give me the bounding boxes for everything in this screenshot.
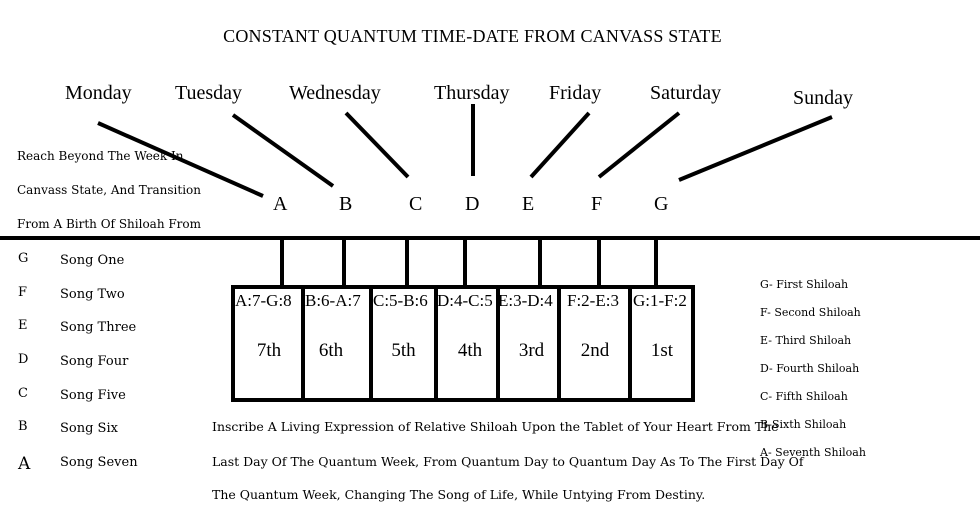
day-thursday: Thursday — [434, 82, 510, 104]
page-title: CONSTANT QUANTUM TIME-DATE FROM CANVASS STATE — [223, 26, 722, 46]
cell-ordinal-6th: 6th — [318, 340, 344, 361]
inscription-line-3: The Quantum Week, Changing The Song of Life, While Untying From Destiny. — [212, 487, 706, 502]
shiloah-second: F- Second Shiloah — [760, 306, 861, 319]
shiloah-sixth: B-Sixth Shiloah — [760, 418, 847, 431]
day-friday: Friday — [549, 82, 602, 104]
connector-saturday-f — [599, 113, 679, 177]
letter-c: C — [409, 193, 423, 215]
cell-code-6: F:2-E:3 — [567, 291, 619, 310]
connector-wednesday-c — [346, 113, 408, 177]
connector-sunday-g — [679, 117, 832, 180]
song-letter-e: E — [18, 318, 28, 333]
song-letter-b: B — [18, 419, 28, 434]
cell-code-7: G:1-F:2 — [633, 291, 687, 310]
shiloah-first: G- First Shiloah — [760, 278, 849, 291]
cell-ordinal-3rd: 3rd — [518, 340, 545, 361]
day-sunday: Sunday — [793, 87, 853, 109]
song-letter-c: C — [18, 386, 28, 401]
letter-b: B — [339, 193, 353, 215]
song-name-seven: Song Seven — [60, 455, 138, 470]
letter-f: F — [591, 193, 603, 215]
cell-code-4: D:4-C:5 — [437, 291, 493, 310]
inscription-line-1: Inscribe A Living Expression of Relative Shiloah Upon the Tablet of Your Heart From The — [212, 419, 779, 434]
song-name-six: Song Six — [60, 421, 118, 436]
cell-code-5: E:3-D:4 — [498, 291, 553, 310]
day-saturday: Saturday — [650, 82, 722, 104]
day-monday: Monday — [65, 82, 132, 104]
day-wednesday: Wednesday — [289, 82, 381, 104]
song-name-one: Song One — [60, 253, 125, 268]
song-name-five: Song Five — [60, 388, 126, 403]
song-name-two: Song Two — [60, 287, 125, 302]
shiloah-fourth: D- Fourth Shiloah — [760, 362, 860, 375]
letter-e: E — [522, 193, 535, 215]
song-letter-a: A — [18, 454, 31, 474]
day-tuesday: Tuesday — [175, 82, 243, 104]
cell-ordinal-1st: 1st — [650, 340, 674, 361]
cell-code-1: A:7-G:8 — [235, 291, 292, 310]
cell-ordinal-5th: 5th — [391, 340, 416, 361]
cell-ordinal-2nd: 2nd — [580, 340, 610, 361]
shiloah-fifth: C- Fifth Shiloah — [760, 390, 848, 403]
inscription-line-2: Last Day Of The Quantum Week, From Quantum Day to Quantum Day As To The First Day Of — [212, 454, 804, 469]
song-letter-g: G — [18, 251, 29, 266]
song-letter-d: D — [18, 352, 29, 367]
song-letter-f: F — [18, 285, 28, 300]
letter-a: A — [273, 193, 288, 215]
intro-line-2: Canvass State, And Transition — [17, 183, 202, 197]
cell-code-3: C:5-B:6 — [373, 291, 428, 310]
intro-line-3: From A Birth Of Shiloah From — [17, 217, 202, 231]
intro-line-1: Reach Beyond The Week In — [17, 149, 184, 163]
cell-ordinal-7th: 7th — [256, 340, 282, 361]
cell-code-2: B:6-A:7 — [305, 291, 361, 310]
letter-g: G — [654, 193, 669, 215]
letter-d: D — [465, 193, 480, 215]
shiloah-third: E- Third Shiloah — [760, 334, 852, 347]
song-name-three: Song Three — [60, 320, 137, 335]
shiloah-seventh: A- Seventh Shiloah — [760, 446, 866, 459]
song-name-four: Song Four — [60, 354, 129, 369]
connector-friday-e — [531, 113, 589, 177]
cell-ordinal-4th: 4th — [457, 340, 483, 361]
connector-tuesday-b — [233, 115, 333, 186]
